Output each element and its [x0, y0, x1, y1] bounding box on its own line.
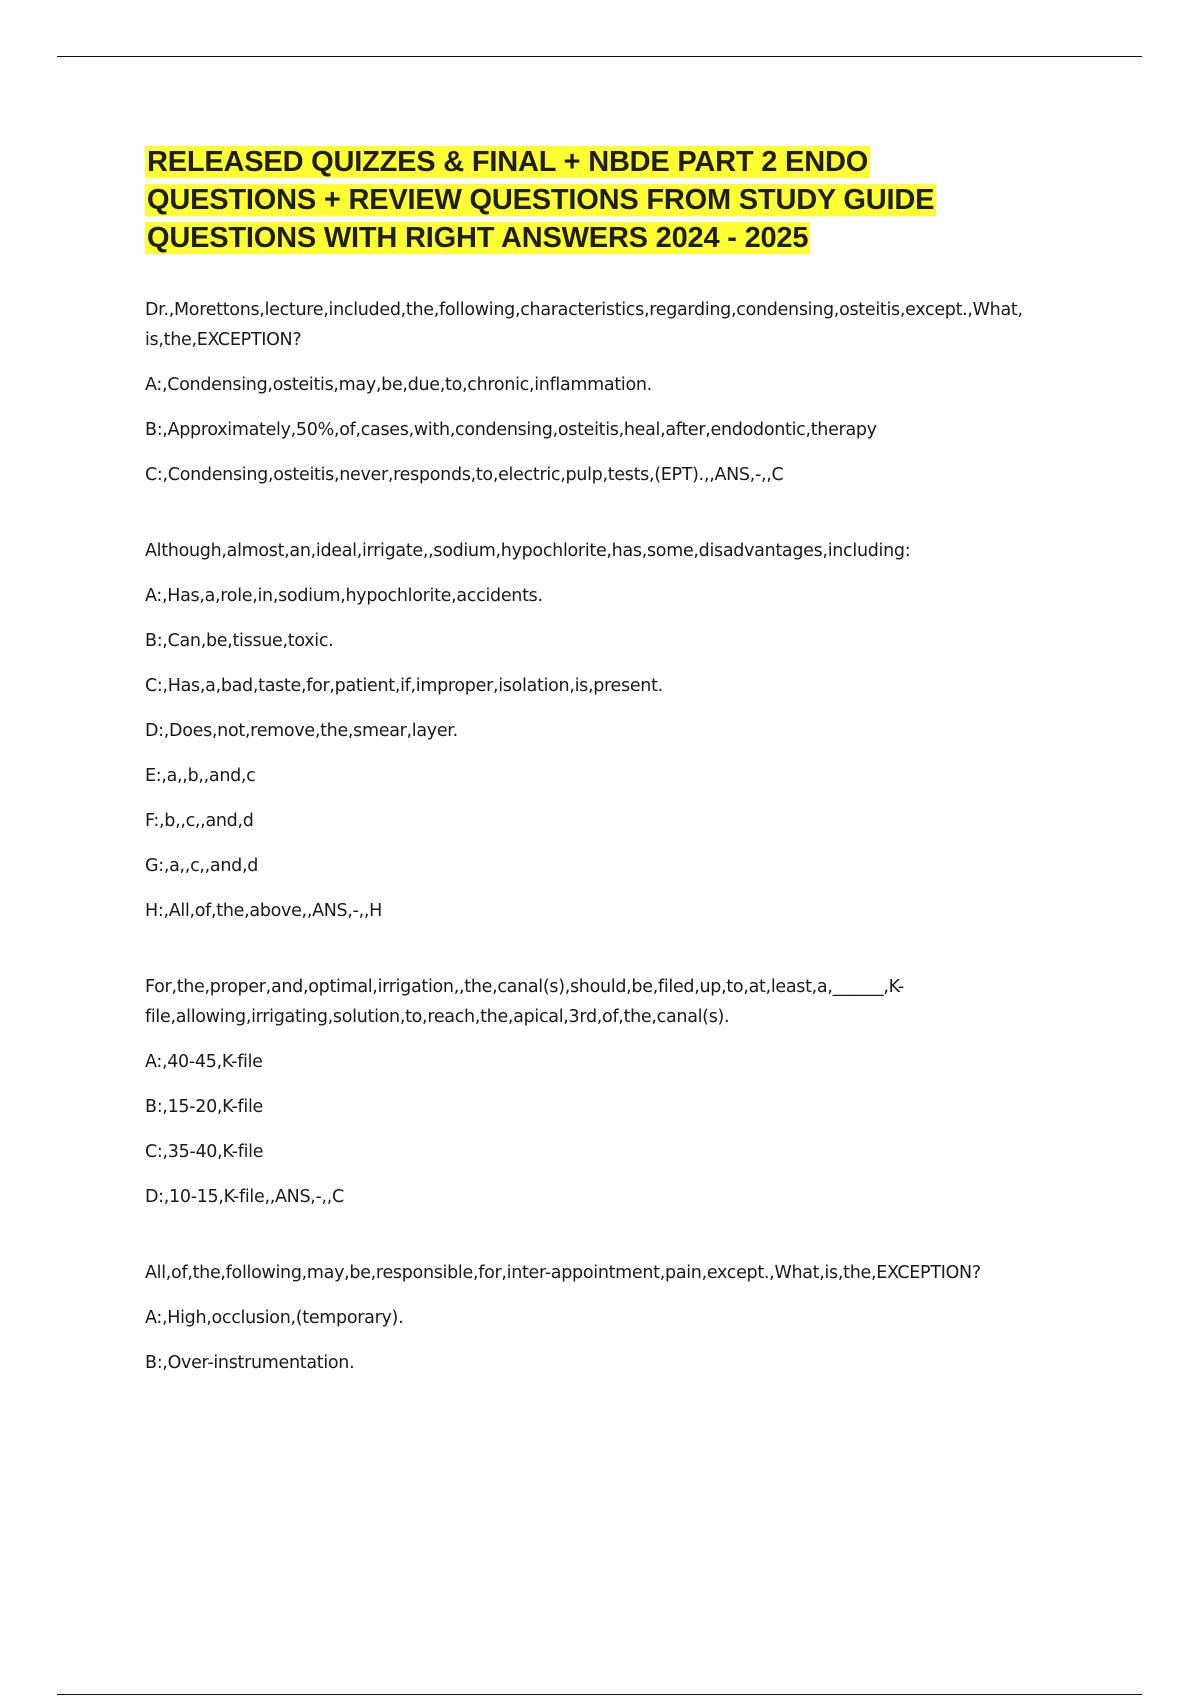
- question-1-option-a: A:,Condensing,osteitis,may,be,due,to,chronic,inflammation.: [145, 375, 652, 395]
- question-3-option-a: A:,40-45,K-file: [145, 1052, 263, 1072]
- question-4-option-a: A:,High,occlusion,(temporary).: [145, 1308, 404, 1328]
- question-2: [145, 536, 1105, 926]
- question-2-option-c: C:,Has,a,bad,taste,for,patient,if,improper,isolation,is,present.: [145, 676, 663, 696]
- question-3-option-c: C:,35-40,K-file: [145, 1142, 264, 1162]
- document-title: [145, 143, 1105, 257]
- question-2-prompt: Although,almost,an,ideal,irrigate,,sodium,hypochlorite,has,some,disadvantages,including:: [145, 541, 911, 561]
- question-4-option-b: B:,Over-instrumentation.: [145, 1353, 355, 1373]
- question-2-option-g: G:,a,,c,,and,d: [145, 856, 259, 876]
- question-2-option-f: F:,b,,c,,and,d: [145, 811, 254, 831]
- question-1: [145, 295, 1105, 490]
- question-1-option-c: C:,Condensing,osteitis,never,responds,to,electric,pulp,tests,(EPT).,,ANS,-,,C: [145, 465, 784, 485]
- title-line-1: RELEASED QUIZZES & FINAL + NBDE PART 2 ENDO: [147, 146, 869, 178]
- question-3-option-b: B:,15-20,K-file: [145, 1097, 263, 1117]
- title-line-2: QUESTIONS + REVIEW QUESTIONS FROM STUDY GUIDE: [147, 184, 935, 216]
- bottom-rule: [57, 1694, 1142, 1695]
- question-1-prompt: Dr.,Morettons,lecture,included,the,following,characteristics,regarding,condensing,osteitis,except.,What, is,the,EXCEPTION?: [145, 300, 1023, 350]
- question-2-option-d: D:,Does,not,remove,the,smear,layer.: [145, 721, 458, 741]
- question-2-option-b: B:,Can,be,tissue,toxic.: [145, 631, 334, 651]
- question-3-option-d: D:,10-15,K-file,,ANS,-,,C: [145, 1187, 344, 1207]
- question-1-option-b: B:,Approximately,50%,of,cases,with,condensing,osteitis,heal,after,endodontic,therapy: [145, 420, 877, 440]
- question-2-option-e: E:,a,,b,,and,c: [145, 766, 256, 786]
- top-rule: [57, 56, 1142, 57]
- question-3: [145, 972, 1105, 1212]
- question-2-option-h: H:,All,of,the,above,,ANS,-,,H: [145, 901, 383, 921]
- question-4-prompt: All,of,the,following,may,be,responsible,for,inter-appointment,pain,except.,What,is,the,EXCEPTION?: [145, 1263, 981, 1283]
- document-body: [145, 143, 1105, 1424]
- question-4: [145, 1258, 1105, 1378]
- question-2-option-a: A:,Has,a,role,in,sodium,hypochlorite,accidents.: [145, 586, 543, 606]
- title-line-3: QUESTIONS WITH RIGHT ANSWERS 2024 - 2025: [147, 222, 809, 254]
- question-3-prompt: For,the,proper,and,optimal,irrigation,,the,canal(s),should,be,filed,up,to,at,least,a,______,K-file,allowing,irrigating,solution,to,reach,the,apical,3rd,of,the,canal(s).: [145, 977, 904, 1027]
